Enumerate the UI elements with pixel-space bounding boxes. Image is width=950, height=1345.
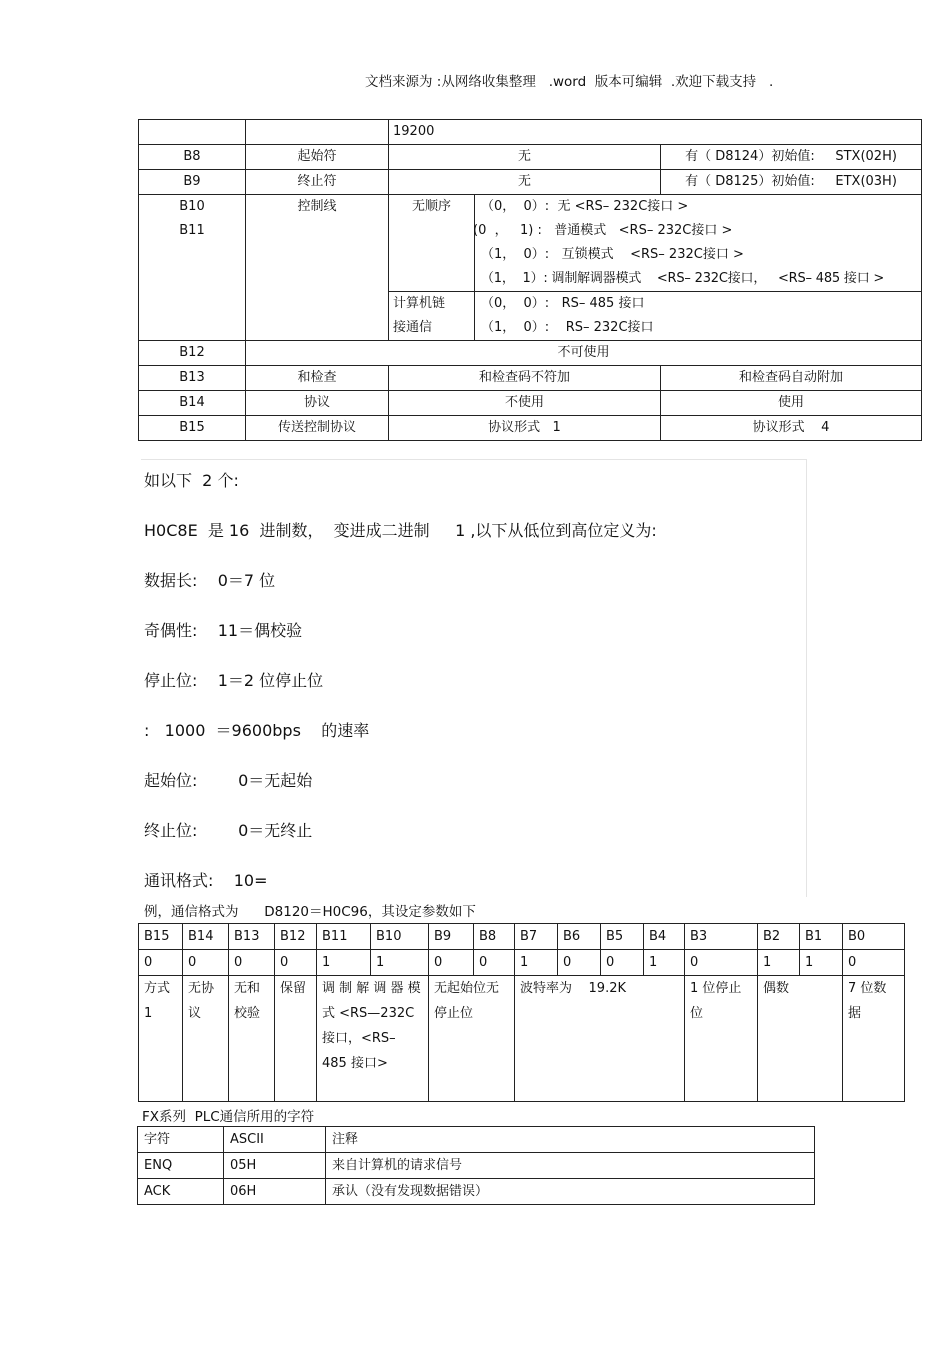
table-row: [139, 341, 922, 366]
table-row: [139, 391, 922, 416]
table-row: [138, 1179, 815, 1205]
mode-values-cell: [475, 292, 922, 341]
value0-cell: 无: [389, 145, 661, 170]
table-cell: 19200: [389, 120, 922, 145]
bit-value-cell: 0: [183, 950, 229, 976]
mode-line: （1， 0）: 互锁模式 <RS– 232C接口 >: [481, 247, 744, 262]
value0-cell: 无: [389, 170, 661, 195]
bit-header-cell: B8: [474, 924, 515, 950]
bit-value-cell: 0: [685, 950, 758, 976]
note-line: : 1000 ＝9600bps 的速率: [144, 721, 370, 740]
mode-line: （0， 0）: 无 <RS– 232C接口 >: [481, 199, 689, 214]
note-line: 通讯格式: 10=: [144, 871, 268, 890]
desc-cell-b0: 7 位数据: [843, 976, 905, 1102]
bit-header-cell: B15: [139, 924, 183, 950]
mode-label-cell: [389, 292, 475, 341]
header-cell: ASCII: [224, 1127, 326, 1153]
note-line: 如以下 2 个:: [144, 471, 239, 490]
description-row: [139, 976, 905, 1102]
note-line: 奇偶性: 11＝偶校验: [144, 621, 303, 640]
desc-cell-b7-b4: 波特率为 19.2K: [515, 976, 685, 1102]
bit-header-cell: B4: [644, 924, 685, 950]
bit-header-cell: B7: [515, 924, 558, 950]
bit-header-cell: B12: [275, 924, 317, 950]
mode-line: (0 ， 1) : 普通模式 <RS– 232C接口 >: [473, 223, 733, 238]
table-row: [139, 195, 922, 292]
bit-value-cell: 0: [474, 950, 515, 976]
mode-line: （1， 0）: RS– 232C接口: [481, 320, 654, 335]
mode-line: （0， 0）: RS– 485 接口: [481, 296, 645, 311]
name-cell: 终止符: [246, 170, 389, 195]
table-cell: [139, 120, 246, 145]
desc-cell-b11-b10: 调 制 解 调 器 模 式 <RS—232C 接口，<RS– 485 接口>: [317, 976, 429, 1102]
mode-label-cell: 无顺序: [389, 195, 475, 292]
table-cell: ACK: [138, 1179, 224, 1205]
bit-value-cell: 0: [275, 950, 317, 976]
table-row: [138, 1153, 815, 1179]
bit-cell: [139, 195, 246, 341]
bit-cell: B14: [139, 391, 246, 416]
mode-label-line: 计算机链: [393, 296, 446, 311]
bit-cell: B12: [139, 341, 246, 366]
table-row: [139, 145, 922, 170]
value-cell: 不可使用: [246, 341, 922, 366]
header-cell: 注释: [326, 1127, 815, 1153]
value1-cell: 使用: [661, 391, 922, 416]
header-row: [139, 924, 905, 950]
bit-header-cell: B9: [429, 924, 474, 950]
bit-value-cell: 1: [371, 950, 429, 976]
bit-header-cell: B6: [558, 924, 601, 950]
communication-chars-table: [137, 1126, 815, 1205]
bit-value-cell: 1: [800, 950, 843, 976]
bit-header-cell: B2: [758, 924, 800, 950]
name-cell: 控制线: [246, 195, 389, 341]
bit-header-cell: B3: [685, 924, 758, 950]
name-cell: 起始符: [246, 145, 389, 170]
bit-header-cell: B13: [229, 924, 275, 950]
bit-cell: B9: [139, 170, 246, 195]
value-row: [139, 950, 905, 976]
name-cell: 传送控制协议: [246, 416, 389, 441]
value0-cell: 协议形式 1: [389, 416, 661, 441]
desc-cell-b2-b1: 偶数: [758, 976, 843, 1102]
bit-value-cell: 0: [429, 950, 474, 976]
note-line: 停止位: 1＝2 位停止位: [144, 671, 324, 690]
example-caption: 例，通信格式为 D8120＝H0C96，其设定参数如下: [144, 904, 476, 920]
table-row: [139, 366, 922, 391]
bit-value-cell: 0: [139, 950, 183, 976]
header-cell: 字符: [138, 1127, 224, 1153]
desc-cell-b14: 无协议: [183, 976, 229, 1102]
table-cell: 05H: [224, 1153, 326, 1179]
header-row: [138, 1127, 815, 1153]
bit-value-cell: 1: [644, 950, 685, 976]
bit-header-cell: B1: [800, 924, 843, 950]
bit-value-cell: 1: [758, 950, 800, 976]
bit-label: B10: [179, 199, 205, 214]
bit-value-cell: 0: [558, 950, 601, 976]
bit-value-cell: 1: [515, 950, 558, 976]
bit-definition-table: [138, 119, 922, 441]
value1-cell: 协议形式 4: [661, 416, 922, 441]
chars-caption: FX系列 PLC通信所用的字符: [142, 1109, 315, 1125]
bit-value-cell: 0: [843, 950, 905, 976]
bit-header-cell: B11: [317, 924, 371, 950]
value1-cell: 和检查码自动附加: [661, 366, 922, 391]
table-cell: 承认（没有发现数据错误）: [326, 1179, 815, 1205]
value1-cell: 有（ D8125）初始值: ETX(03H): [661, 170, 922, 195]
value1-cell: 有（ D8124）初始值: STX(02H): [661, 145, 922, 170]
note-line: 数据长: 0＝7 位: [144, 571, 276, 590]
name-cell: 协议: [246, 391, 389, 416]
table-row: [139, 170, 922, 195]
note-line: H0C8E 是 16 进制数， 变进成二进制 1 ,以下从低位到高位定义为:: [144, 521, 657, 540]
value0-cell: 和检查码不符加: [389, 366, 661, 391]
format-explanation-block: [141, 459, 807, 897]
note-line: 终止位: 0＝无终止: [144, 821, 313, 840]
bit-header-cell: B5: [601, 924, 644, 950]
table-row: [139, 120, 922, 145]
document-source-header: 文档来源为 :从网络收集整理 .word 版本可编辑 .欢迎下载支持 .: [365, 74, 774, 90]
mode-values-cell: [475, 195, 922, 292]
note-line: 起始位: 0＝无起始: [144, 771, 313, 790]
desc-cell-b12: 保留: [275, 976, 317, 1102]
value0-cell: 不使用: [389, 391, 661, 416]
bit-header-cell: B10: [371, 924, 429, 950]
bit-value-cell: 0: [601, 950, 644, 976]
table-row: [139, 416, 922, 441]
d8120-parameter-table: [138, 923, 905, 1102]
bit-value-cell: 1: [317, 950, 371, 976]
table-cell: 06H: [224, 1179, 326, 1205]
mode-label-line: 接通信: [393, 320, 433, 335]
desc-cell-b13: 无和校验: [229, 976, 275, 1102]
mode-line: （1， 1）: 调制解调器模式 <RS– 232C接口， <RS– 485 接口 >: [481, 271, 885, 286]
table-cell: [246, 120, 389, 145]
desc-cell-b3: 1 位停止位: [685, 976, 758, 1102]
bit-header-cell: B0: [843, 924, 905, 950]
desc-cell-b9-b8: 无起始位无停止位: [429, 976, 515, 1102]
table-cell: ENQ: [138, 1153, 224, 1179]
bit-label: B11: [179, 223, 205, 238]
bit-cell: B8: [139, 145, 246, 170]
bit-cell: B13: [139, 366, 246, 391]
table-cell: 来自计算机的请求信号: [326, 1153, 815, 1179]
desc-cell-b15: 方式1: [139, 976, 183, 1102]
bit-header-cell: B14: [183, 924, 229, 950]
bit-cell: B15: [139, 416, 246, 441]
name-cell: 和检查: [246, 366, 389, 391]
bit-value-cell: 0: [229, 950, 275, 976]
